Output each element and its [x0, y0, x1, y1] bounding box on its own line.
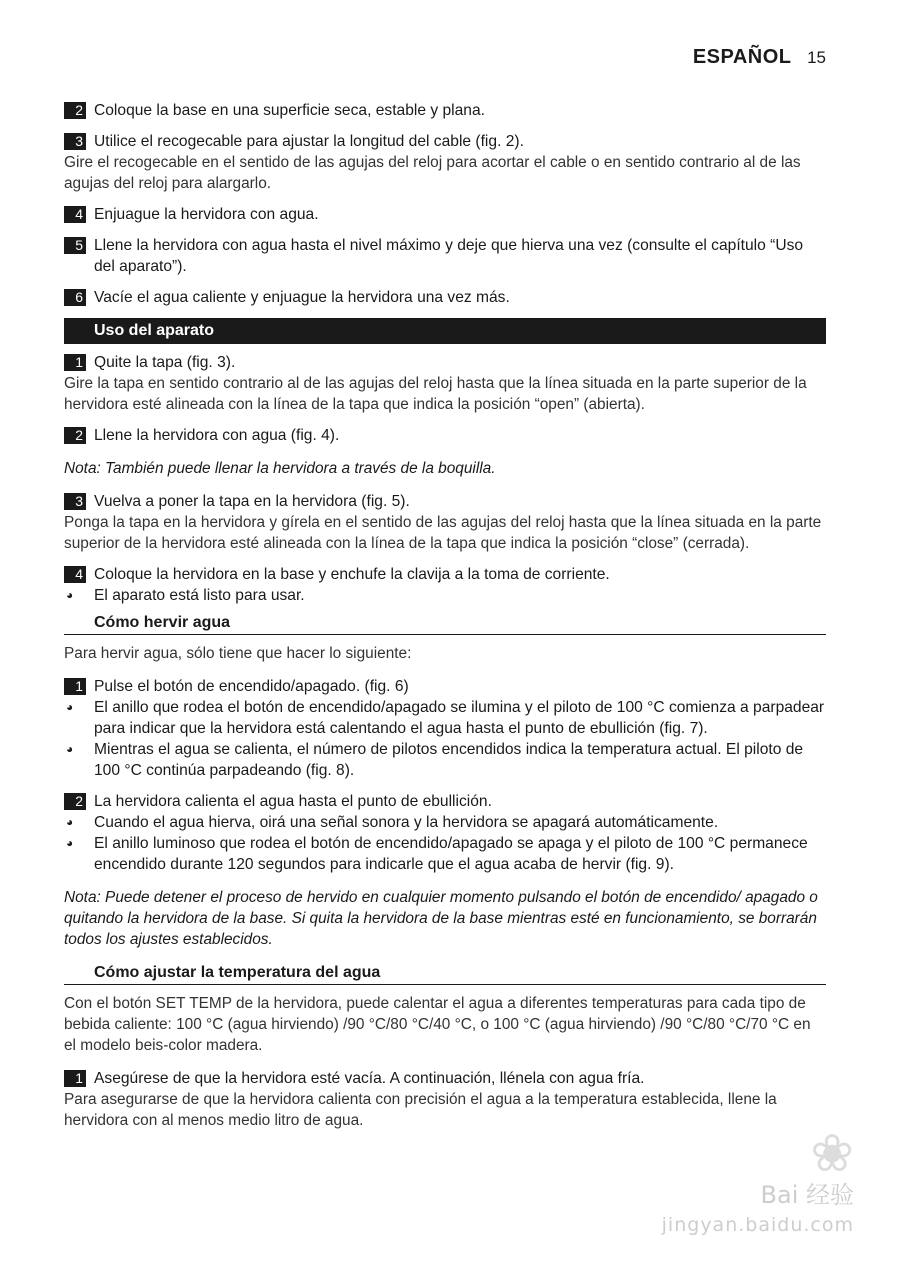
uso-step-2: [64, 425, 826, 446]
note-boquilla: Nota: También puede llenar la hervidora a través de la boquilla.: [64, 460, 496, 477]
paw-logo-icon: ❀: [810, 1124, 854, 1184]
page-header: [693, 44, 826, 71]
step-number: 5: [64, 237, 86, 254]
temp-intro: Con el botón SET TEMP de la hervidora, puede calentar el agua a diferentes temperaturas para cada tipo de bebida caliente: 100 °C (agua hirviendo) /90 °C/80 °C/40 °C, o 100 °C (agua hirviendo) /90 °C/80 °C/70 °C en el modelo beis-color madera.: [64, 995, 811, 1054]
bullet-text: El anillo que rodea el botón de encendido/apagado se ilumina y el piloto de 100 °C comienza a parpadear para indicar que la hervidora está calentando el agua hasta el punto de ebullición (fig. 7).: [94, 699, 825, 737]
step-text: Coloque la base en una superficie seca, estable y plana.: [94, 102, 485, 119]
step-number: 3: [64, 493, 86, 510]
result-bullet: [64, 739, 826, 781]
step-5-fill: [64, 235, 826, 277]
page-number: 15: [807, 48, 826, 67]
section-title-uso: Uso del aparato: [64, 318, 826, 344]
bullet-marker-icon: ◕: [66, 742, 74, 756]
bullet-text: Mientras el agua se calienta, el número de pilotos encendidos indica la temperatura actual. El piloto de 100 °C continúa parpadeando (fig. 8).: [94, 741, 804, 779]
step-text: Utilice el recogecable para ajustar la longitud del cable (fig. 2).: [94, 133, 524, 150]
step-text: Vacíe el agua caliente y enjuague la hervidora una vez más.: [94, 289, 510, 306]
bullet-marker-icon: ◕: [66, 588, 74, 602]
step-text: Llene la hervidora con agua (fig. 4).: [94, 427, 340, 444]
step-number: 2: [64, 427, 86, 444]
bullet-text: El anillo luminoso que rodea el botón de encendido/apagado se apaga y el piloto de 100 °C permanece encendido durante 120 segundos para indicarle que el agua acaba de hervir (fig. 9).: [94, 835, 808, 873]
watermark-brand: Bai 经验: [760, 1181, 854, 1209]
step-number: 6: [64, 289, 86, 306]
step-detail: Gire la tapa en sentido contrario al de las agujas del reloj hasta que la línea situada en la parte superior de la hervidora esté alineada con la línea de la tapa que indica la posición “open” (abierta).: [64, 375, 807, 413]
watermark: [661, 1124, 854, 1240]
step-text: La hervidora calienta el agua hasta el punto de ebullición.: [94, 793, 492, 810]
uso-step-3: [64, 491, 826, 512]
step-detail: Gire el recogecable en el sentido de las agujas del reloj para acortar el cable o en sentido contrario al de las agujas del reloj para alargarlo.: [64, 154, 801, 192]
uso-step-1: [64, 352, 826, 373]
hervir-step-1: [64, 676, 826, 697]
step-number: 2: [64, 102, 86, 119]
page-content: [64, 100, 826, 1131]
bullet-marker-icon: ◕: [66, 815, 74, 829]
step-number: 1: [64, 354, 86, 371]
step-text: Quite la tapa (fig. 3).: [94, 354, 236, 371]
bullet-marker-icon: ◕: [66, 700, 74, 714]
step-number: 1: [64, 1070, 86, 1087]
result-bullet: [64, 833, 826, 875]
hervir-intro: Para hervir agua, sólo tiene que hacer lo siguiente:: [64, 645, 412, 662]
step-number: 4: [64, 206, 86, 223]
note-detener: Nota: Puede detener el proceso de hervido en cualquier momento pulsando el botón de encendido/ apagado o quitando la hervidora de la base. Si quita la hervidora de la base mientras esté en funcionamiento, se borrarán todos los ajustes establecidos.: [64, 889, 818, 948]
bullet-marker-icon: ◕: [66, 836, 74, 850]
watermark-url: jingyan.baidu.com: [661, 1214, 854, 1236]
result-bullet: [64, 585, 826, 606]
step-text: Coloque la hervidora en la base y enchufe la clavija a la toma de corriente.: [94, 566, 610, 583]
step-number: 4: [64, 566, 86, 583]
step-number: 2: [64, 793, 86, 810]
bullet-text: Cuando el agua hierva, oirá una señal sonora y la hervidora se apagará automáticamente.: [94, 814, 719, 831]
result-bullet: [64, 697, 826, 739]
bullet-text: El aparato está listo para usar.: [94, 587, 305, 604]
step-detail: Para asegurarse de que la hervidora calienta con precisión el agua a la temperatura establecida, llene la hervidora con al menos medio litro de agua.: [64, 1091, 777, 1129]
language-label: ESPAÑOL: [692, 46, 792, 68]
step-text: Asegúrese de que la hervidora esté vacía. A continuación, llénela con agua fría.: [94, 1070, 645, 1087]
step-text: Enjuague la hervidora con agua.: [94, 206, 319, 223]
step-detail: Ponga la tapa en la hervidora y gírela en el sentido de las agujas del reloj hasta que la línea situada en la parte superior de la hervidora esté alineada con la línea de la tapa que indica la posición “close” (cerrada).: [64, 514, 822, 552]
step-4-rinse: [64, 204, 826, 225]
temp-step-1: [64, 1068, 826, 1089]
step-text: Llene la hervidora con agua hasta el nivel máximo y deje que hierva una vez (consulte el capítulo “Uso del aparato”).: [94, 237, 804, 275]
subsection-title-temperatura: Cómo ajustar la temperatura del agua: [64, 962, 826, 985]
step-number: 1: [64, 678, 86, 695]
step-text: Pulse el botón de encendido/apagado. (fig. 6): [94, 678, 409, 695]
result-bullet: [64, 812, 826, 833]
step-3-cable: [64, 131, 826, 152]
subsection-title-hervir: Cómo hervir agua: [64, 612, 826, 635]
uso-step-4: [64, 564, 826, 585]
hervir-step-2: [64, 791, 826, 812]
step-number: 3: [64, 133, 86, 150]
step-2-base: [64, 100, 826, 121]
step-text: Vuelva a poner la tapa en la hervidora (fig. 5).: [94, 493, 410, 510]
step-6-empty: [64, 287, 826, 308]
